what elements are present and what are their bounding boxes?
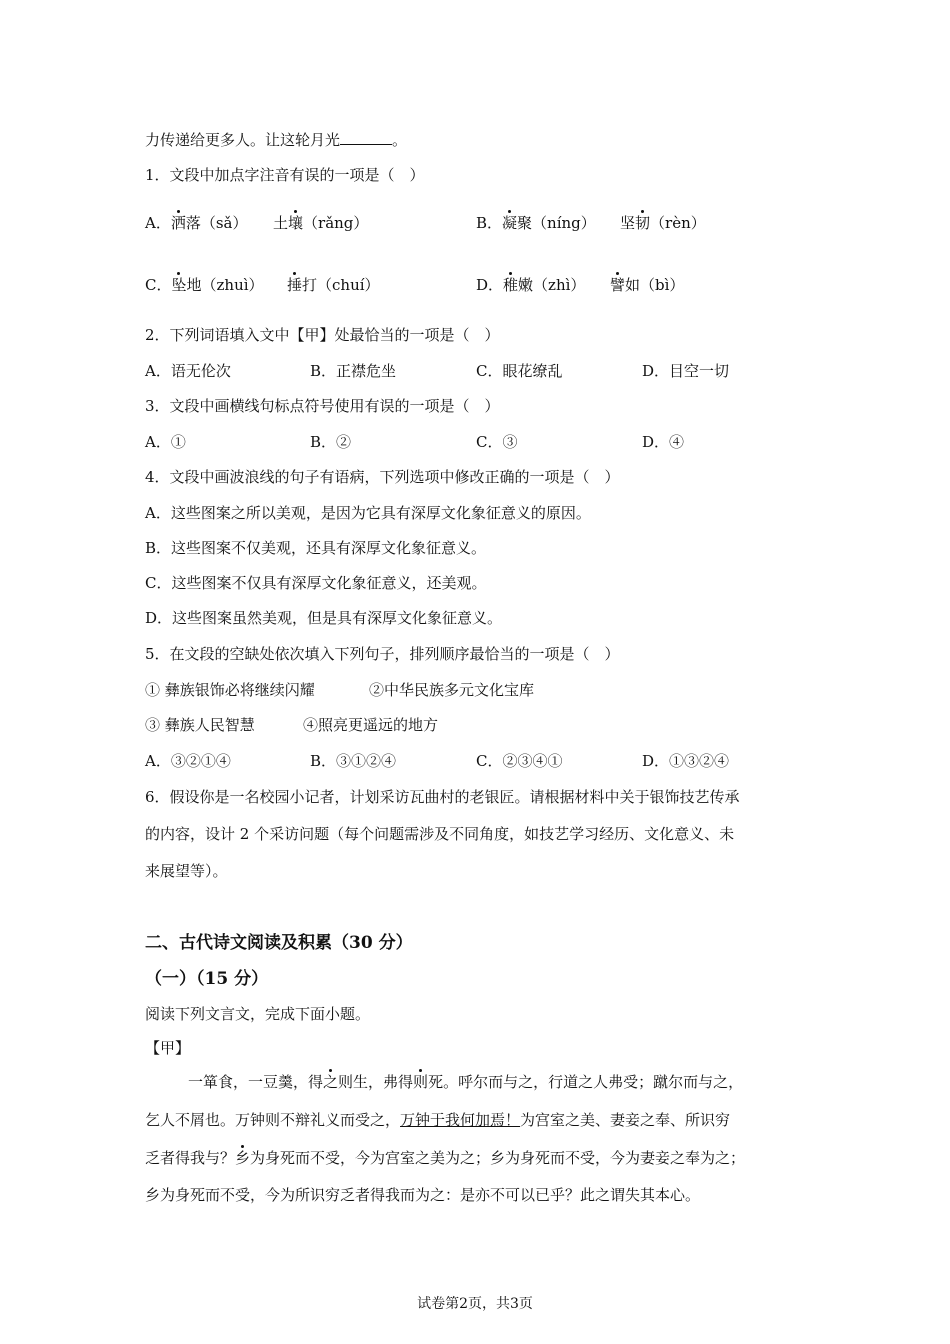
q6-line-3: 来展望等）。 [145,862,228,880]
passage-line-4: 乡为身死而不受，今为所识穷乏者得我而为之：是亦不可以已乎？此之谓失其本心。 [145,1186,701,1204]
passage-line-2: 乞人不屑也。万钟则不辩礼义而受之，万钟于我何加焉！为宫室之美、妻妾之奉、所识穷 [145,1111,731,1129]
q1-option-d: D．稚嫩（zhì） [476,276,586,294]
q1-option-a-word2: 土壤（rǎng） [273,214,369,232]
passage-label: 【甲】 [145,1039,191,1057]
q1-option-b-word2: 坚韧（rèn） [620,214,706,232]
answer-blank [340,132,392,145]
q3-option-a: A．① [145,433,186,451]
q2-option-b: B．正襟危坐 [310,362,397,380]
q2-stem: 2．下列词语填入文中【甲】处最恰当的一项是（ ） [145,326,500,344]
q1-option-c: C．坠地（zhuì） [145,276,264,294]
q4-option-c: C．这些图案不仅具有深厚文化象征意义，还美观。 [145,574,487,592]
q4-option-a: A．这些图案之所以美观，是因为它具有深厚文化象征意义的原因。 [145,504,591,522]
passage-line-1: 一箪食，一豆羹，得之则生，弗得则死。呼尔而与之，行道之人弗受；蹴尔而与之， [188,1073,744,1091]
q6-line-2: 的内容，设计 2 个采访问题（每个问题需涉及不同角度，如技艺学习经历、文化意义、未 [145,825,735,843]
subsection-title: （一）（15 分） [145,969,269,989]
q3-option-b: B．② [310,433,352,451]
q5-sentence-1: ① 彝族银饰必将继续闪耀 [145,681,315,699]
q4-stem: 4．文段中画波浪线的句子有语病，下列选项中修改正确的一项是（ ） [145,468,620,486]
q1-stem: 1．文段中加点字注音有误的一项是（ ） [145,166,425,184]
q3-option-c: C．③ [476,433,518,451]
q2-option-d: D．目空一切 [642,362,730,380]
underlined-sentence: 万钟于我何加焉！ [400,1111,521,1129]
q5-sentence-4: ④照亮更遥远的地方 [303,716,439,734]
q1-option-a: A．洒落（sǎ） [145,214,248,232]
reading-instruction: 阅读下列文言文，完成下面小题。 [145,1005,371,1023]
q4-option-b: B．这些图案不仅美观，还具有深厚文化象征意义。 [145,539,487,557]
q5-sentence-3: ③ 彝族人民智慧 [145,716,255,734]
q5-sentence-2: ②中华民族多元文化宝库 [369,681,535,699]
q5-stem: 5．在文段的空缺处依次填入下列句子，排列顺序最恰当的一项是（ ） [145,645,620,663]
q3-stem: 3．文段中画横线句标点符号使用有误的一项是（ ） [145,397,500,415]
section-title: 二、古代诗文阅读及积累（30 分） [145,933,413,953]
q5-option-b: B．③①②④ [310,752,397,770]
q2-option-a: A．语无伦次 [145,362,231,380]
page-footer: 试卷第2页，共3页 [417,1296,533,1312]
q1-option-b: B．凝聚（níng） [476,214,596,232]
q6-line-1: 6．假设你是一名校园小记者，计划采访瓦曲村的老银匠。请根据材料中关于银饰技艺传承 [145,788,740,806]
q2-option-c: C．眼花缭乱 [476,362,563,380]
q1-option-c-word2: 捶打（chuí） [287,276,380,294]
passage-line-3: 乏者得我与？乡为身死而不受，今为宫室之美为之；乡为身死而不受，今为妻妾之奉为之； [145,1149,746,1167]
q3-option-d: D．④ [642,433,685,451]
q1-option-d-word2: 譬如（bì） [610,276,685,294]
q4-option-d: D．这些图案虽然美观，但是具有深厚文化象征意义。 [145,609,503,627]
q5-option-c: C．②③④① [476,752,563,770]
q5-option-d: D．①③②④ [642,752,730,770]
intro-line: 力传递给更多人。让这轮月光 。 [145,131,408,149]
q5-option-a: A．③②①④ [145,752,231,770]
